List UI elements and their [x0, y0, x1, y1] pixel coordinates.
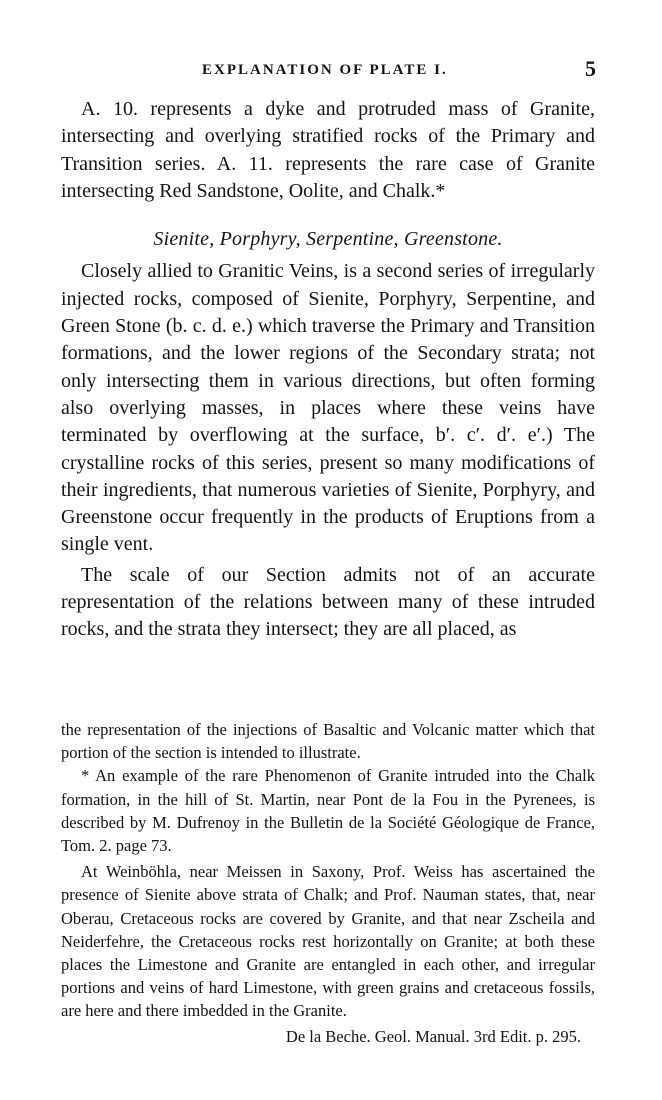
section-subheading: Sienite, Porphyry, Serpentine, Greenstone.: [153, 228, 503, 251]
running-title: EXPLANATION OF PLATE I.: [202, 62, 448, 78]
page-header: [60, 58, 600, 88]
main-text: [61, 96, 595, 644]
paragraph-granite-dyke: A. 10. represents a dyke and protruded mass of Granite, intersecting and overlying stratified rocks of the Primary and Transition series. A. 11. represents the rare case of Granite intersecting Red Sandstone, Oolite, and Chalk.*: [61, 98, 595, 202]
page-number: 5: [585, 56, 596, 81]
footnote-continuation: the representation of the injections of Basaltic and Volcanic matter which that portion of the section is intended to illustrate.: [61, 720, 595, 763]
paragraph-sienite-porphyry: Closely allied to Granitic Veins, is a second series of irregularly injected rocks, composed of Sienite, Porphyry, Serpentine, and Green Stone (b. c. d. e.) which traverse the Primary and Transition formations, and the lower regions of the Secondary strata; not only intersecting them in various directions, but often forming also overlying masses, in places where these veins have terminated by overflowing at the surface, b′. c′. d′. e′.) The crystalline rocks of this series, present so many modifications of their ingredients, that numerous varieties of Sienite, Porphyry, and Greenstone occur frequently in the products of Eruptions from a single vent.: [61, 260, 595, 556]
footnote-citation: De la Beche. Geol. Manual. 3rd Edit. p. 295.: [285, 1026, 581, 1046]
footnotes: [61, 718, 595, 1048]
paragraph-section-scale: The scale of our Section admits not of an accurate representation of the relations between many of these intruded rocks, and the strata they intersect; they are all placed, as: [61, 563, 595, 641]
footnote-granite-chalk: * An example of the rare Phenomenon of Granite intruded into the Chalk formation, in the hill of St. Martin, near Pont de la Fou in the Pyrenees, is described by M. Dufrenoy in the Bulletin de la Société Géologique de France, Tom. 2. page 73.: [61, 766, 595, 856]
footnote-weinbohla: At Weinböhla, near Meissen in Saxony, Prof. Weiss has ascertained the presence of Sienite above strata of Chalk; and Prof. Nauman states, that, near Oberau, Cretaceous rocks are covered by Granite, and that near Zscheila and Neiderfehre, the Cretaceous rocks rest horizontally on Granite; at both these places the Limestone and Granite are entangled in each other, and irregular portions and veins of hard Limestone, with green grains and cretaceous fossils, are here and there imbedded in the Granite.: [61, 862, 595, 1021]
